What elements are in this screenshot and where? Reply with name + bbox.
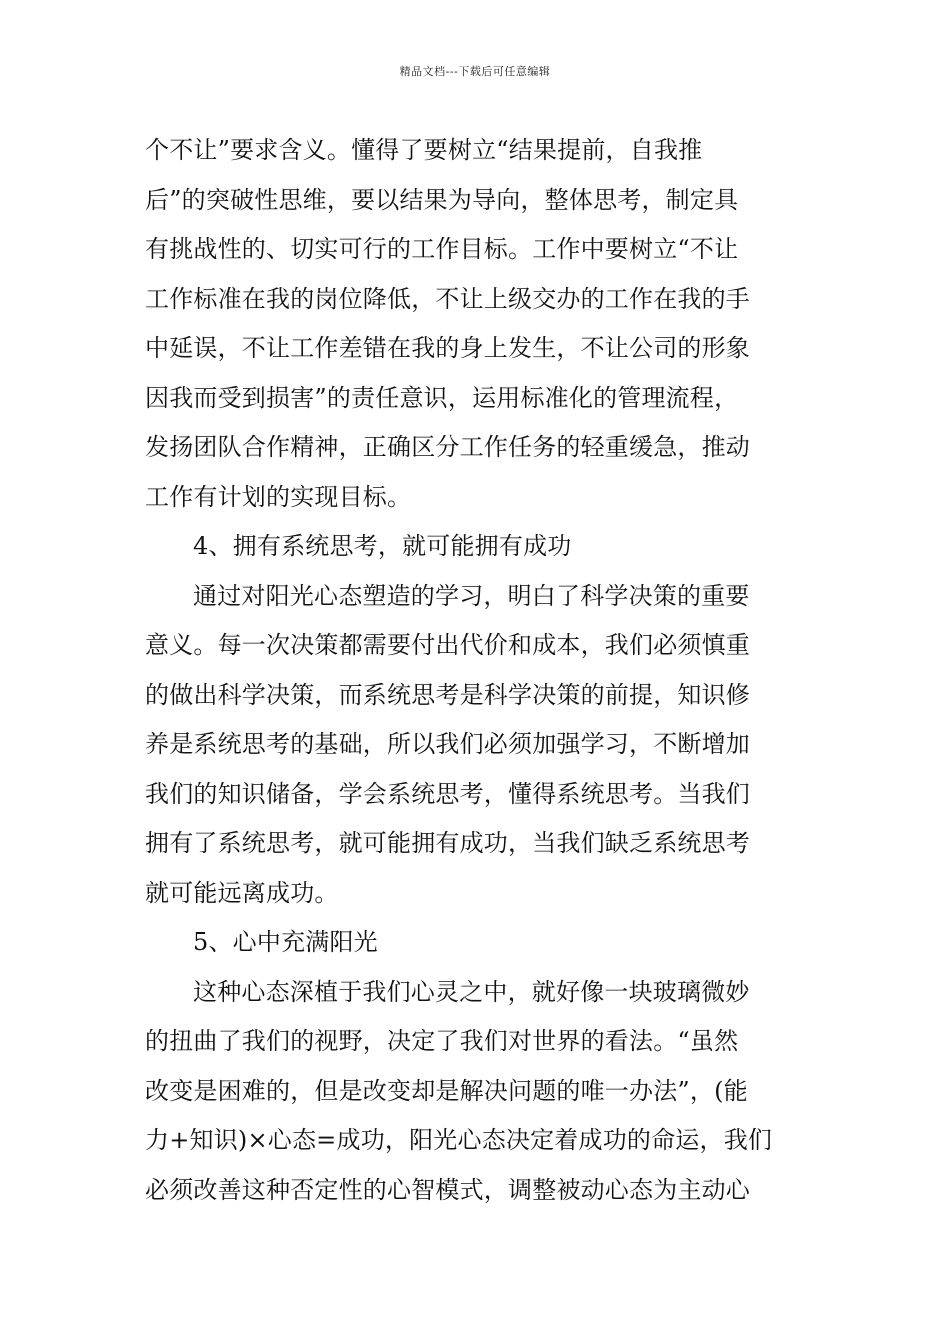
document-body bbox=[145, 126, 811, 1215]
section-heading: 5、心中充满阳光 bbox=[193, 928, 378, 956]
text-line: 拥有了系统思考，就可能拥有成功，当我们缺乏系统思考 bbox=[145, 829, 750, 857]
text-line: 后”的突破性思维，要以结果为导向，整体思考，制定具 bbox=[145, 185, 739, 214]
text-line: 个不让”要求含义。懂得了要树立“结果提前，自我推 bbox=[145, 136, 703, 164]
section-heading: 4、拥有系统思考，就可能拥有成功 bbox=[193, 532, 572, 560]
text-line: 工作有计划的实现目标。 bbox=[145, 482, 412, 511]
text-line: 有挑战性的、切实可行的工作目标。工作中要树立“不让 bbox=[145, 235, 739, 263]
page-header: 精品文档---下载后可任意编辑 bbox=[399, 65, 551, 78]
text-line: 的扭曲了我们的视野，决定了我们对世界的看法。“虽然 bbox=[145, 1027, 739, 1055]
text-line: 的做出科学决策，而系统思考是科学决策的前提，知识修 bbox=[145, 680, 750, 709]
text-line: 发扬团队合作精神，正确区分工作任务的轻重缓急，推动 bbox=[145, 433, 750, 461]
text-line: 意义。每一次决策都需要付出代价和成本，我们必须慎重 bbox=[145, 631, 750, 659]
text-line: 因我而受到损害”的责任意识，运用标准化的管理流程， bbox=[145, 383, 739, 412]
paragraph-first-line: 通过对阳光心态塑造的学习，明白了科学决策的重要 bbox=[193, 581, 750, 610]
text-line: 养是系统思考的基础，所以我们必须加强学习，不断增加 bbox=[145, 730, 750, 758]
text-line: 就可能远离成功。 bbox=[145, 878, 339, 907]
text-line: 我们的知识储备，学会系统思考，懂得系统思考。当我们 bbox=[145, 779, 750, 808]
text-line: 中延误，不让工作差错在我的身上发生，不让公司的形象 bbox=[145, 334, 750, 362]
paragraph-first-line: 这种心态深植于我们心灵之中，就好像一块玻璃微妙 bbox=[193, 977, 750, 1006]
text-line: 工作标准在我的岗位降低，不让上级交办的工作在我的手 bbox=[145, 284, 750, 313]
text-line: 改变是困难的，但是改变却是解决问题的唯一办法”，(能 bbox=[145, 1076, 748, 1105]
text-line: 力+知识)×心态=成功，阳光心态决定着成功的命运，我们 bbox=[145, 1126, 773, 1154]
text-line: 必须改善这种否定性的心智模式，调整被动心态为主动心 bbox=[145, 1175, 750, 1204]
